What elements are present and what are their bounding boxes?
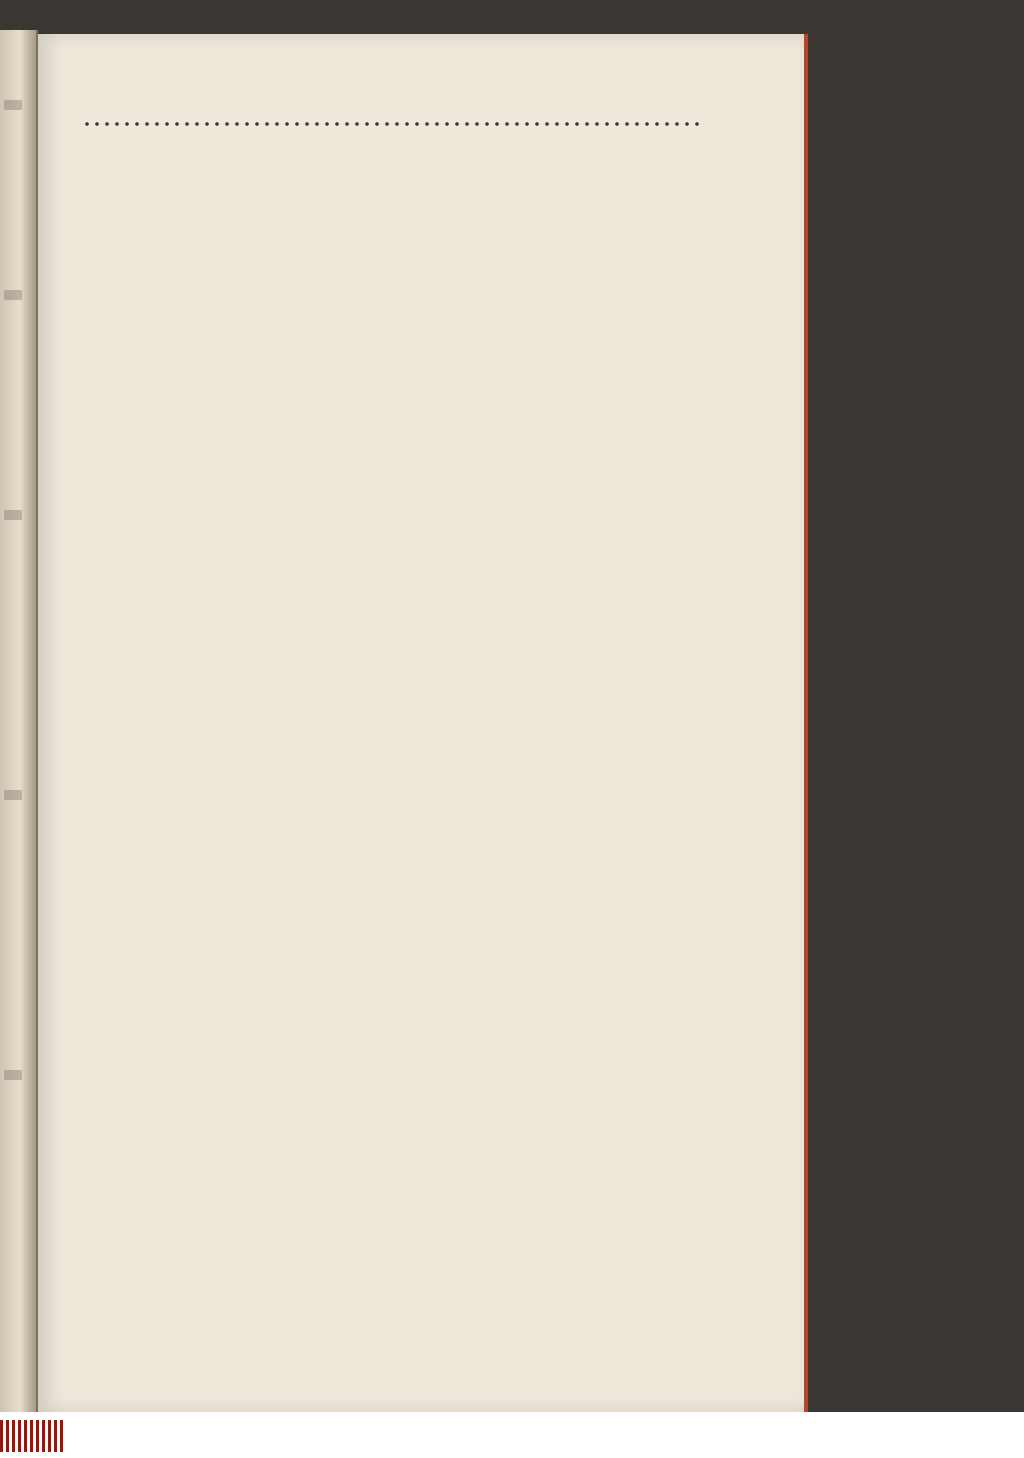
book-page: [38, 34, 808, 1412]
drop-capital: [80, 540, 122, 584]
ornament-rule: [82, 118, 702, 130]
ink-bleed: [4, 510, 22, 520]
ink-bleed: [4, 1070, 22, 1080]
viewer-footer: [0, 1412, 1024, 1458]
page-footer-marks: [78, 1232, 706, 1256]
running-head: [82, 84, 708, 114]
ink-bleed: [4, 790, 22, 800]
ink-bleed: [4, 290, 22, 300]
color-ruler: [0, 1420, 64, 1452]
ink-bleed: [4, 100, 22, 110]
left-page-edge: [0, 30, 38, 1412]
